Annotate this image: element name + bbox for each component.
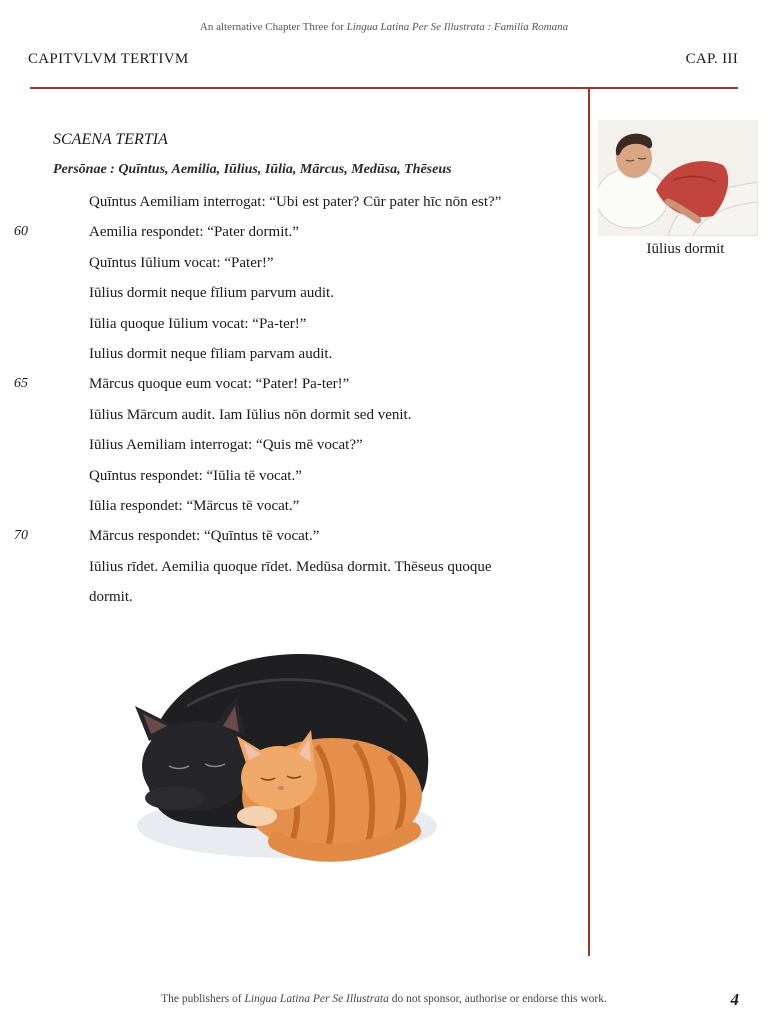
- text-line: [0, 248, 588, 278]
- text-line: [0, 521, 588, 551]
- text-line: [0, 552, 588, 582]
- line-text: Iūlia respondet: “Mārcus tē vocat.”: [89, 497, 300, 514]
- line-text: Quīntus Aemiliam interrogat: “Ubi est pater? Cūr pater hīc nōn est?”: [89, 194, 502, 210]
- text-line: [0, 582, 588, 612]
- text-line: [0, 461, 588, 491]
- line-text: dormit.: [89, 589, 133, 606]
- line-text: Iūlia quoque Iūlium vocat: “Pa-ter!”: [89, 315, 307, 332]
- line-text: Iūlius Aemiliam interrogat: “Quis mē vocat?”: [89, 437, 363, 454]
- line-text: Iūlius dormit neque fīlium parvum audit.: [89, 285, 334, 302]
- running-head-cap: CAP. III: [685, 51, 738, 67]
- text-line: [0, 217, 588, 247]
- sleeping-man-illustration: [598, 120, 758, 236]
- header-rule: [30, 87, 738, 89]
- top-note: [0, 21, 768, 33]
- text-line: [0, 369, 588, 399]
- text-line: [0, 187, 588, 217]
- margin-rule: [588, 88, 590, 956]
- line-text: Mārcus respondet: “Quīntus tē vocat.”: [89, 528, 320, 545]
- footer-disclaimer: [0, 993, 768, 1005]
- text-line: [0, 309, 588, 339]
- sleeping-cats-illustration: [127, 626, 437, 884]
- line-text: Iūlius Mārcum audit. Iam Iūlius nōn dormit sed venit.: [89, 406, 412, 423]
- top-note-book-title: Lingua Latina Per Se Illustrata : Familia Romana: [346, 21, 569, 33]
- line-number: 60: [14, 224, 28, 240]
- footer-prefix: The publishers of: [161, 993, 245, 1005]
- line-text: Aemilia respondet: “Pater dormit.”: [89, 224, 299, 241]
- footer-suffix: do not sponsor, authorise or endorse this work.: [388, 993, 607, 1005]
- text-line: [0, 339, 588, 369]
- page-number: 4: [730, 990, 739, 1009]
- text-line: [0, 491, 588, 521]
- text-lines: [0, 187, 588, 612]
- personae-line: Persōnae : Quīntus, Aemilia, Iūlius, Iūlia, Mārcus, Medūsa, Thēseus: [53, 162, 452, 177]
- text-line: [0, 400, 588, 430]
- line-text: Quīntus respondet: “Iūlia tē vocat.”: [89, 467, 302, 484]
- footer-book-title: Lingua Latina Per Se Illustrata: [244, 993, 389, 1005]
- sidebar-caption: Iūlius dormit: [646, 241, 725, 257]
- line-text: Mārcus quoque eum vocat: “Pater! Pa-ter!”: [89, 376, 350, 393]
- scene-title: SCAENA TERTIA: [53, 131, 168, 148]
- line-text: Iūlius rīdet. Aemilia quoque rīdet. Medūsa dormit. Thēseus quoque: [89, 558, 492, 575]
- running-head-chapter: CAPITVLVM TERTIVM: [28, 51, 189, 67]
- line-number: 70: [14, 528, 28, 544]
- text-line: [0, 430, 588, 460]
- text-line: [0, 278, 588, 308]
- line-text: Quīntus Iūlium vocat: “Pater!”: [89, 254, 274, 271]
- top-note-prefix: An alternative Chapter Three for: [199, 21, 347, 33]
- line-number: 65: [14, 376, 28, 392]
- line-text: Iulius dormit neque fīliam parvam audit.: [89, 345, 333, 362]
